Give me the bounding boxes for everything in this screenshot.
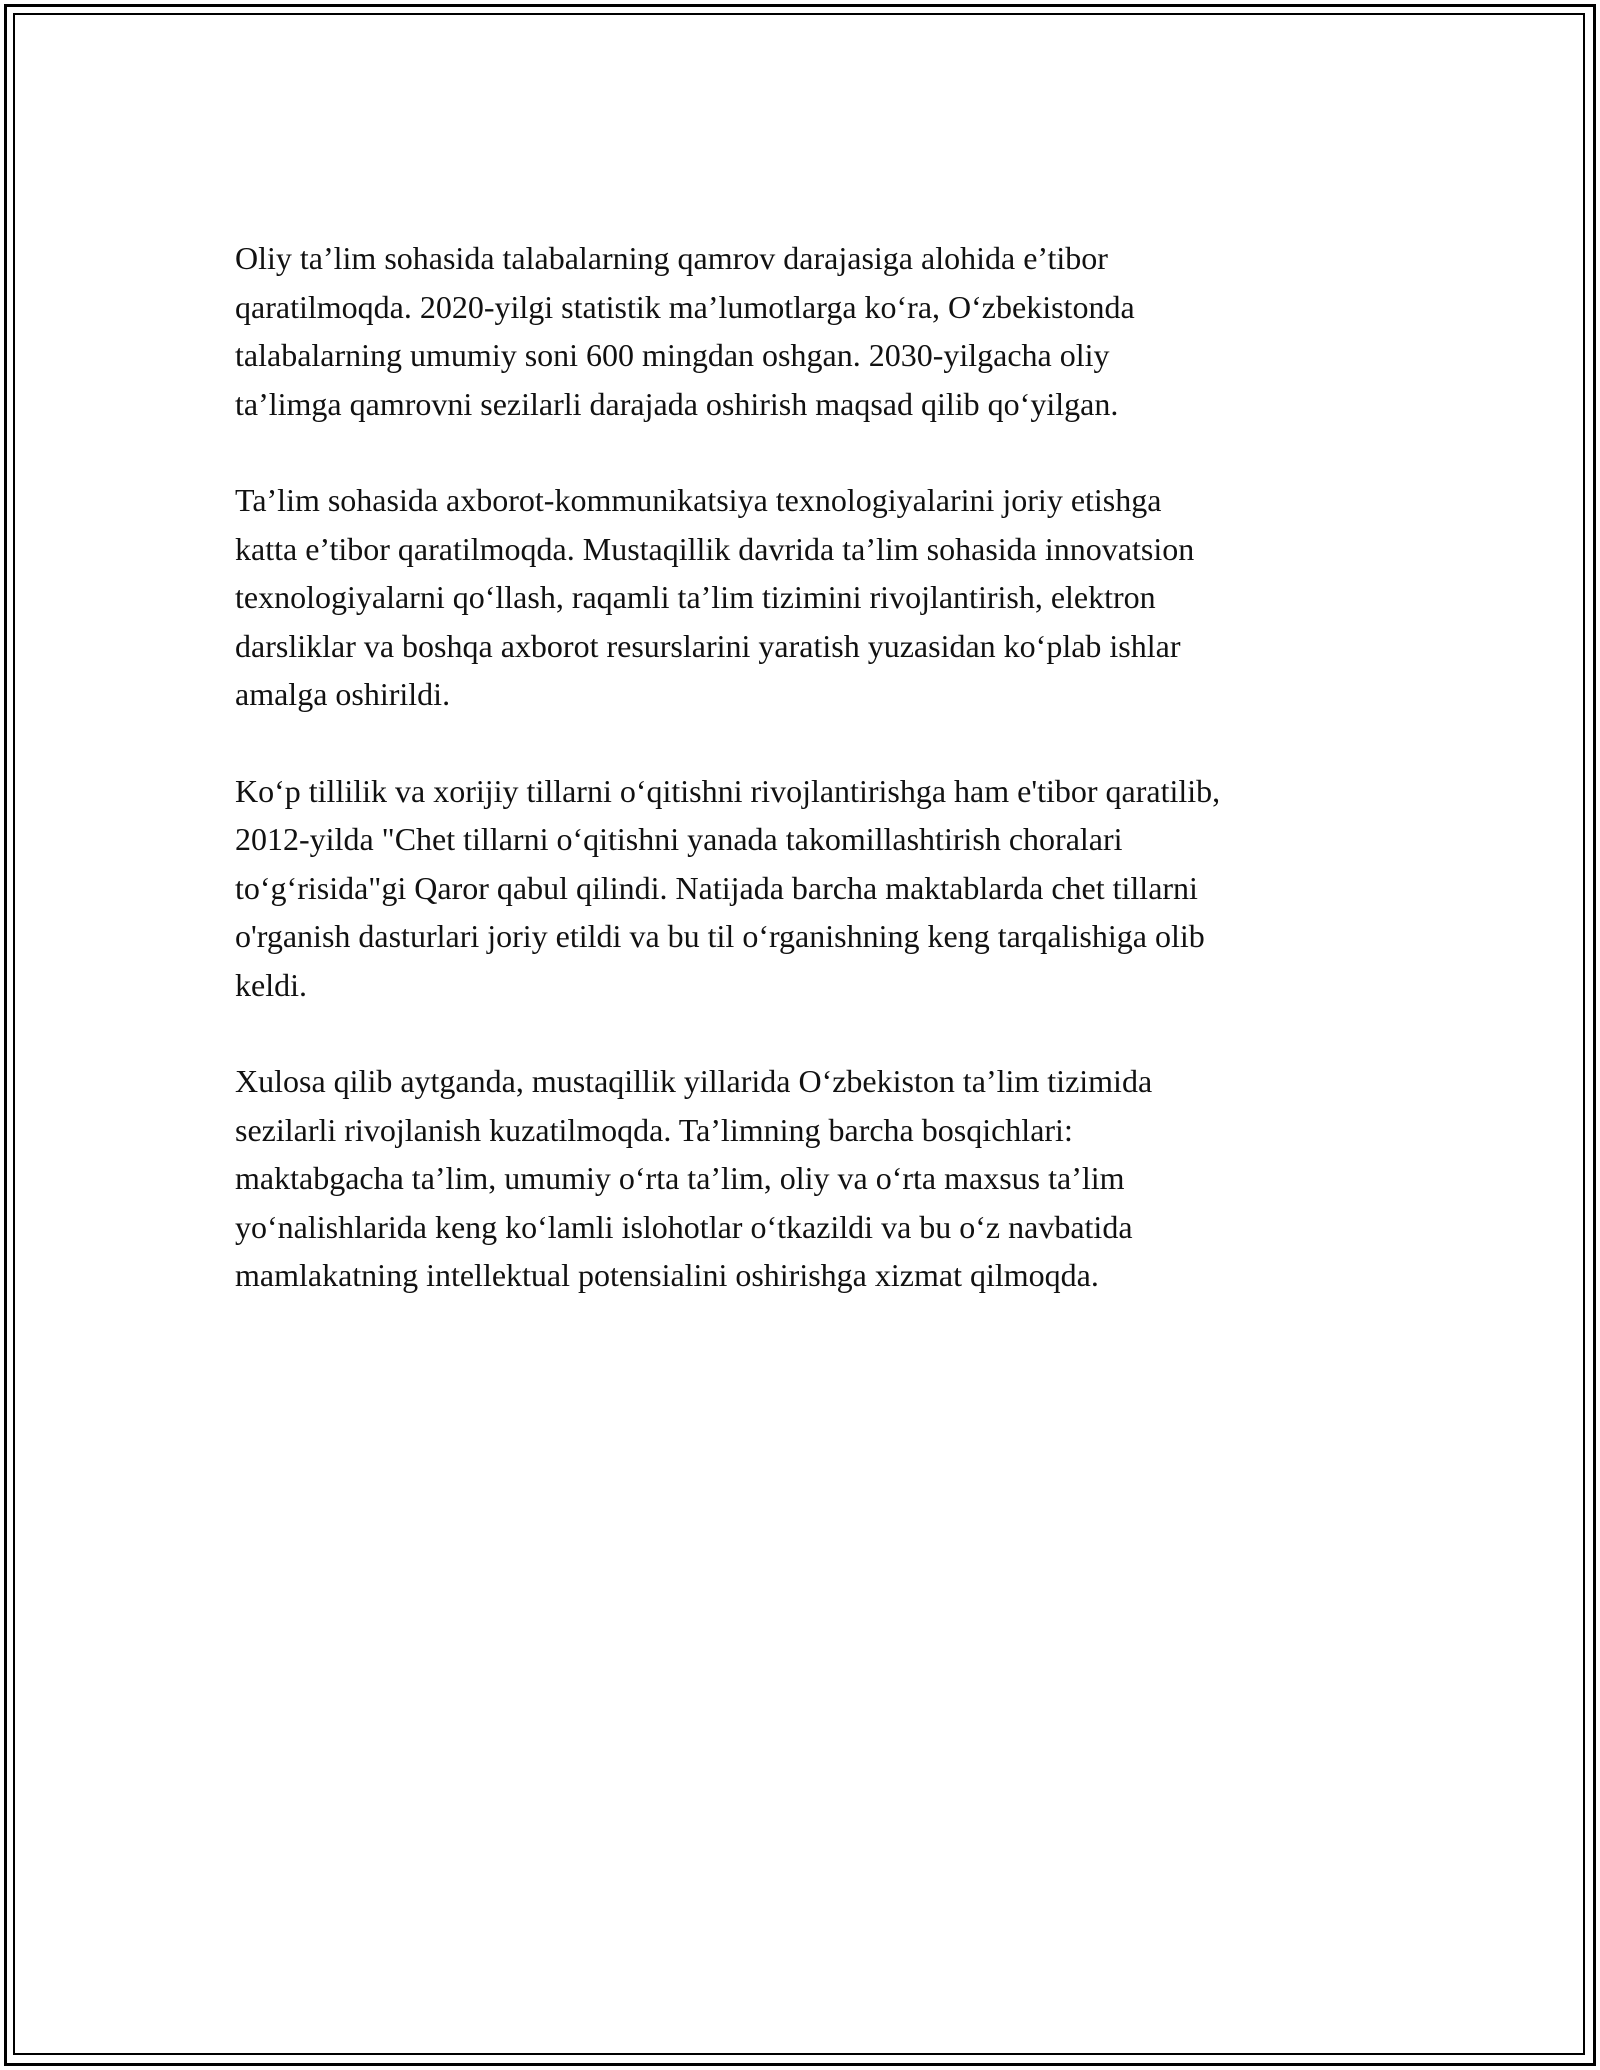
paragraph-line: talabalarning umumiy soni 600 mingdan oshgan. 2030-yilgacha oliy xyxy=(235,337,1110,373)
paragraph-line: qaratilmoqda. 2020-yilgi statistik ma’lumotlarga ko‘ra, O‘zbekistonda xyxy=(235,288,1135,325)
paragraph-2 xyxy=(235,476,1375,719)
paragraph-line: mamlakatning intellektual potensialini oshirishga xizmat qilmoqda. xyxy=(235,1257,1099,1293)
paragraph-4 xyxy=(235,1057,1375,1300)
paragraph-line: Ko‘p tillilik va xorijiy tillarni o‘qitishni rivojlantirishga ham e'tibor qaratilib, xyxy=(235,772,1221,809)
paragraph-line: sezilarli rivojlanish kuzatilmoqda. Ta’limning barcha bosqichlari: xyxy=(235,1111,1073,1148)
paragraph-line: Oliy ta’lim sohasida talabalarning qamrov darajasiga alohida e’tibor xyxy=(235,240,1108,276)
paragraph-line: to‘g‘risida"gi Qaror qabul qilindi. Natijada barcha maktablarda chet tillarni xyxy=(235,869,1198,906)
paragraph-line: Xulosa qilib aytganda, mustaqillik yillarida O‘zbekiston ta’lim tizimida xyxy=(235,1063,1153,1099)
paragraph-line: darsliklar va boshqa axborot resurslarini yaratish yuzasidan ko‘plab ishlar xyxy=(235,627,1181,664)
paragraph-line: maktabgacha ta’lim, umumiy o‘rta ta’lim, oliy va o‘rta maxsus ta’lim xyxy=(235,1160,1125,1196)
paragraph-3 xyxy=(235,767,1375,1010)
paragraph-line: keldi. xyxy=(235,966,307,1003)
paragraph-line: texnologiyalarni qo‘llash, raqamli ta’lim tizimini rivojlantirish, elektron xyxy=(235,579,1156,615)
paragraph-line: yo‘nalishlarida keng ko‘lamli islohotlar o‘tkazildi va bu o‘z navbatida xyxy=(235,1208,1133,1245)
paragraph-line: ta’limga qamrovni sezilarli darajada oshirish maqsad qilib qo‘yilgan. xyxy=(235,385,1119,422)
document-body xyxy=(235,234,1375,1348)
paragraph-line: katta e’tibor qaratilmoqda. Mustaqillik davrida ta’lim sohasida innovatsion xyxy=(235,530,1195,567)
paragraph-1 xyxy=(235,234,1375,428)
paragraph-line: amalga oshirildi. xyxy=(235,676,451,712)
paragraph-line: o'rganish dasturlari joriy etildi va bu til o‘rganishning keng tarqalishiga olib xyxy=(235,918,1205,954)
paragraph-line: 2012-yilda "Chet tillarni o‘qitishni yanada takomillashtirish choralari xyxy=(235,821,1123,857)
paragraph-line: Ta’lim sohasida axborot-kommunikatsiya texnologiyalarini joriy etishga xyxy=(235,482,1162,518)
